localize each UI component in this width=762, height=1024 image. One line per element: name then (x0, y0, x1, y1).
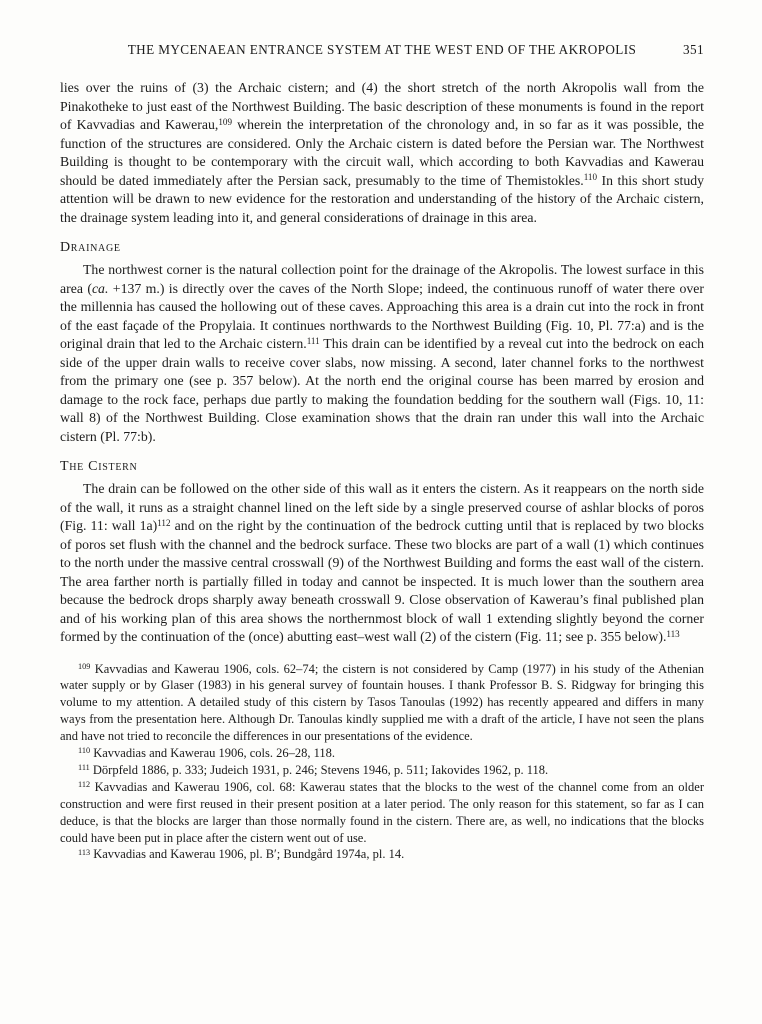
paragraph-drainage: The northwest corner is the natural collection point for the drainage of the Akropolis. The lowest surface in this area (ca. +137 m.) is directly over the caves of the North Slope; indeed, the continuous runoff of water there over the millennia has caused the hollowing out of these caves. Approaching this area is a drain cut into the rock in front of the east façade of the Propylaia. It continues northwards to the Northwest Building (Fig. 10, Pl. 77:a) and is the original drain that led to the Archaic cistern.$^{111}$ This drain can be identified by a reveal cut into the bedrock on each side of the upper drain walls to receive cover slabs, now missing. A second, later channel forks to the northwest from the primary one (see p. 357 below). At the north end the original course has been marred by erosion and damage to the rock face, perhaps due partly to making the foundation bedding for the southern wall (Figs. 10, 11: wall 8) of the Northwest Building. Close examination shows that the drain ran under this wall into the Archaic cistern (Pl. 77:b). (60, 262, 704, 444)
page-body (60, 79, 704, 863)
footnote-109: $^{109}$ Kavvadias and Kawerau 1906, cols. 62–74; the cistern is not considered by Camp (1977) in his study of the Athenian water supply or by Glaser (1983) in his general survey of fountain houses. I thank Professor B. S. Ridgway for bringing this volume to my attention. A detailed study of this cistern by Tasos Tanoulas (1992) has recently appeared and differs in many ways from the presentation here. Although Dr. Tanoulas kindly supplied me with a draft of the article, I have not seen the plans and have not tried to reconcile the differences in our presentations of the evidence. (60, 661, 704, 744)
footnote-110: $^{110}$ Kavvadias and Kawerau 1906, cols. 26–28, 118. (78, 746, 336, 761)
paragraph-intro: lies over the ruins of (3) the Archaic cistern; and (4) the short stretch of the north Akropolis wall from the Pinakotheke to just east of the Northwest Building. The basic description of these monuments is found in the report of Kavvadias and Kawerau,$^{109}$ wherein the interpretation of the chronology and, in so far as it was possible, the function of the structures are considered. Only the Archaic cistern is dated before the Persian war. The Northwest Building is thought to be contemporary with the circuit wall, which according to both Kavvadias and Kawerau should be dated immediately after the Persian sack, presumably to the time of Themistokles.$^{110}$ In this short study attention will be drawn to new evidence for the restoration and understanding of the history of the Archaic cistern, the drainage system leading into it, and general considerations of drainage in this area. (60, 80, 705, 225)
section-heading-the-cistern: The Cistern (60, 459, 138, 474)
page-number: 351 (683, 42, 704, 57)
paragraph-the-cistern: The drain can be followed on the other side of this wall as it enters the cistern. As it reappears on the north side of the wall, it runs as a straight channel lined on the left side by a single preserved course of ashlar blocks of poros (Fig. 11: wall 1a)$^{112}$ and on the right by the continuation of the bedrock cutting until that is replaced by two blocks of poros set flush with the channel and the bedrock surface. These two blocks are part of a wall (1) which continues to the north under the massive central crosswall (9) of the Northwest Building and forms the east wall of the cistern. The area farther north is partially filled in today and cannot be inspected. It is much lower than the southern area because the bedrock drops sharply away beneath crosswall 9. Close observation of Kawerau’s final published plan and of his working plan of this area shows the northernmost block of wall 1 extending slightly beyond the corner formed by the continuation of the (once) abutting east–west wall (2) of the cistern (Fig. 11; see p. 355 below).$^{113}$ (60, 481, 704, 644)
footnote-112: $^{112}$ Kavvadias and Kawerau 1906, col. 68: Kawerau states that the blocks to the west of the channel come from an older construction and were first reused in their present position at a later period. The only reason for this statement, so far as I can deduce, is that the blocks are larger than those normally found in the cistern. There are, as well, no indications that the blocks could have been put in place after the cistern went out of use. (60, 779, 704, 845)
footnote-113: $^{113}$ Kavvadias and Kawerau 1906, pl. B′; Bundgård 1974a, pl. 14. (78, 847, 405, 862)
section-heading-drainage: Drainage (60, 240, 121, 255)
running-title: THE MYCENAEAN ENTRANCE SYSTEM AT THE WEST END OF THE AKROPOLIS (127, 42, 637, 57)
page-header (60, 42, 704, 58)
footnote-111: $^{111}$ Dörpfeld 1886, p. 333; Judeich 1931, p. 246; Stevens 1946, p. 511; Iakovides 1962, p. 118. (78, 762, 549, 777)
footnotes-block (60, 661, 704, 864)
